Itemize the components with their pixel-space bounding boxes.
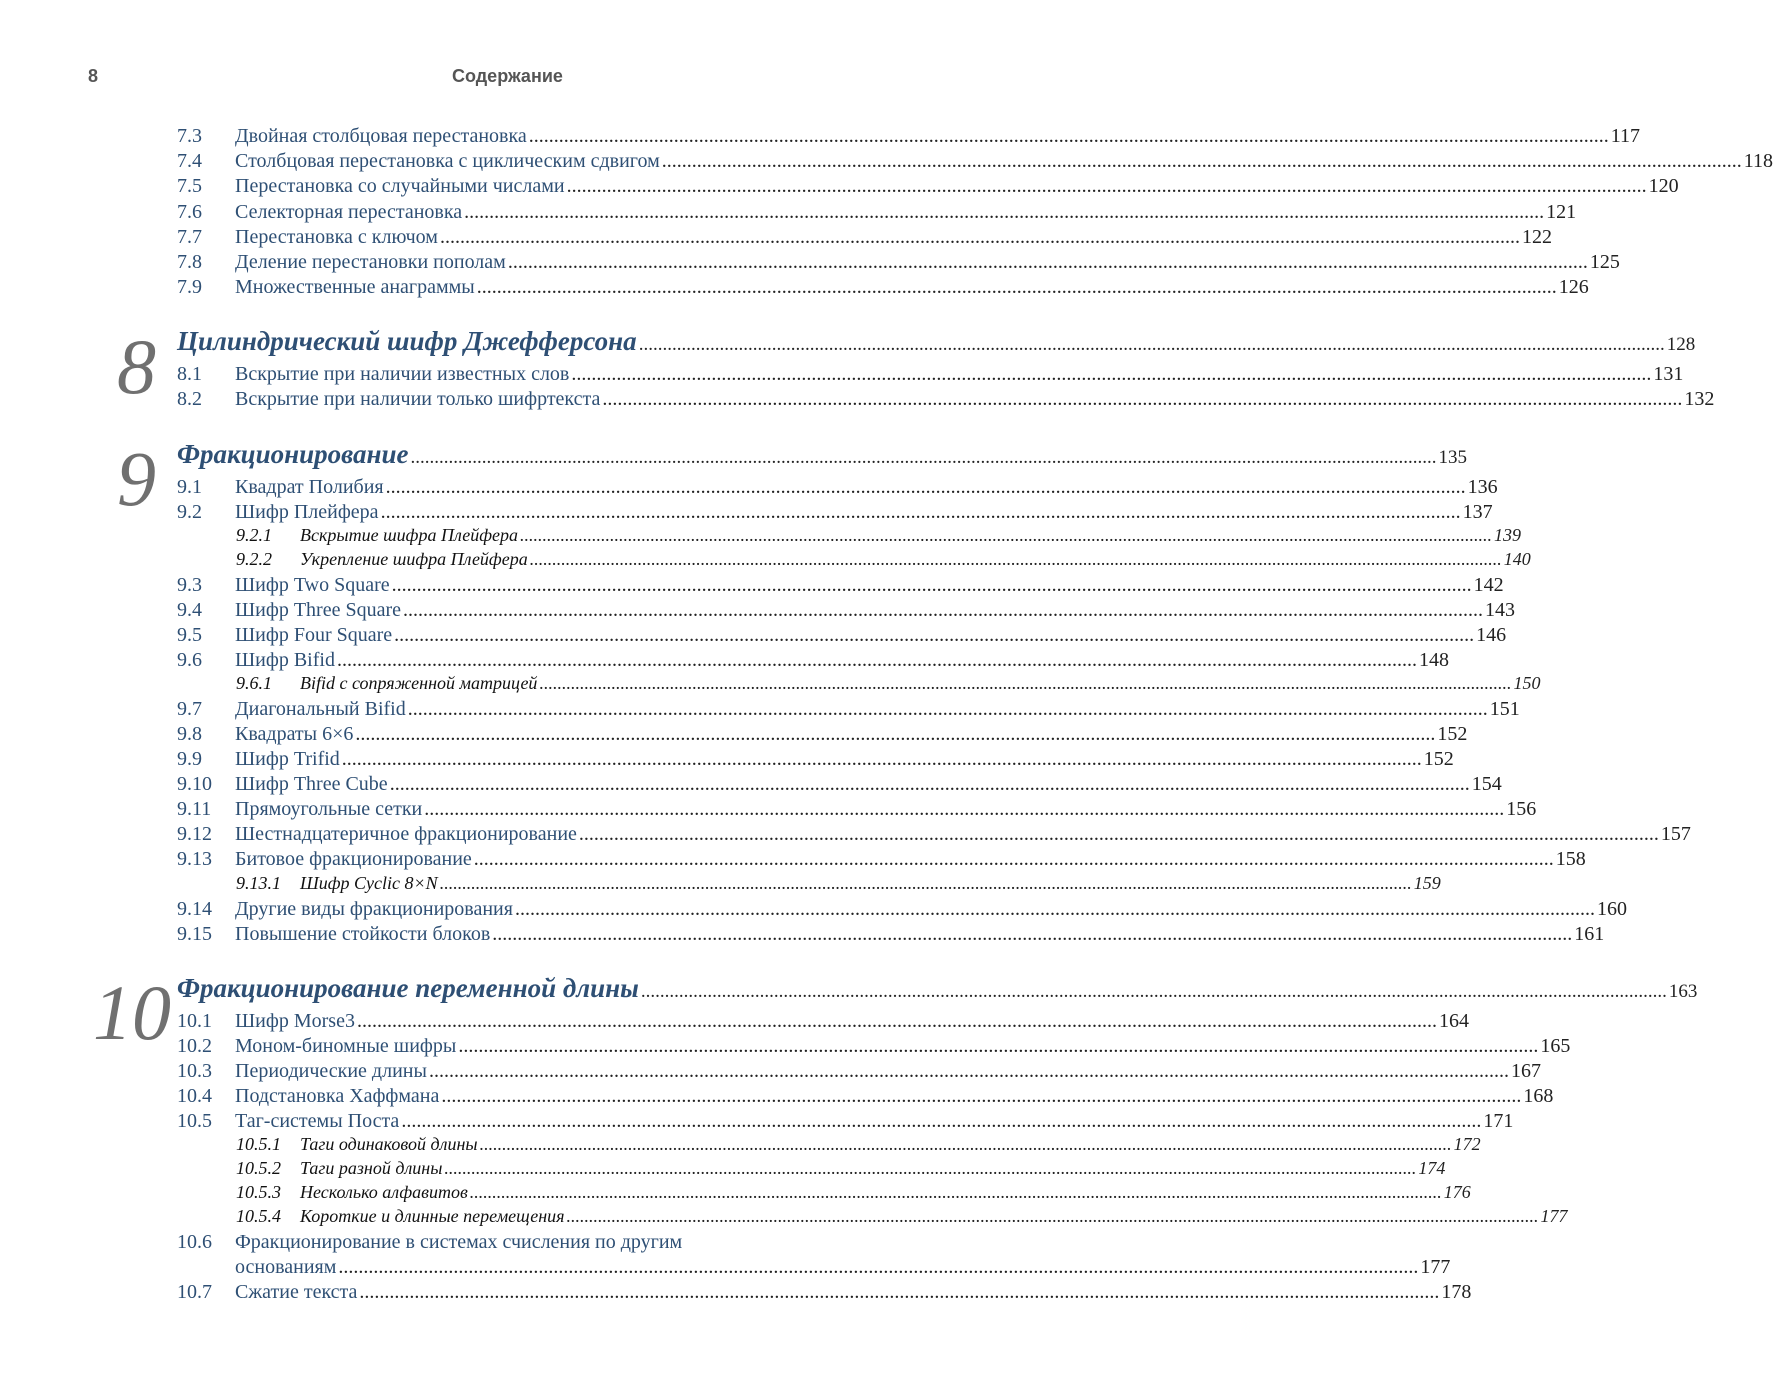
- leader-dots: [477, 276, 1557, 299]
- leader-dots: [579, 823, 1659, 846]
- entry-page: 117: [1610, 125, 1641, 147]
- leader-dots: [539, 673, 1511, 694]
- entry-title: Укрепление шифра Плейфера: [300, 549, 528, 569]
- entry-page: 131: [1653, 363, 1684, 385]
- entry-page: 128: [1666, 334, 1696, 355]
- entry-title: Bifid с сопряженной матрицей: [300, 673, 538, 693]
- toc-subentry[interactable]: [236, 873, 1441, 897]
- toc-entry[interactable]: [177, 898, 1627, 922]
- entry-title: Вскрытие при наличии известных слов: [235, 363, 570, 385]
- entry-number: 7.9: [177, 276, 202, 298]
- entry-page: 118: [1743, 150, 1773, 172]
- toc-subentry[interactable]: [236, 549, 1531, 573]
- entry-number: 9.5: [177, 624, 202, 646]
- entry-page: 178: [1441, 1281, 1472, 1303]
- entry-page: 135: [1438, 447, 1468, 468]
- toc-entry[interactable]: [177, 125, 1641, 149]
- entry-title: Вскрытие при наличии только шифртекста: [235, 388, 601, 410]
- entry-number: 9.13: [177, 848, 212, 870]
- entry-page: 146: [1476, 624, 1507, 646]
- page-number: 8: [88, 66, 99, 86]
- leader-dots: [381, 501, 1461, 524]
- leader-dots: [515, 898, 1595, 921]
- entry-page: 160: [1596, 898, 1627, 920]
- entry-title: Сжатие текста: [235, 1281, 358, 1303]
- toc-entry[interactable]: [177, 574, 1504, 598]
- toc-entry[interactable]: [177, 1010, 1469, 1034]
- toc-chapter-entry[interactable]: [177, 326, 1696, 358]
- entry-page: 136: [1467, 476, 1498, 498]
- toc-chapter-entry[interactable]: [177, 973, 1698, 1005]
- entry-title: Подстановка Хаффмана: [235, 1085, 440, 1107]
- entry-title: Шифр Trifid: [235, 748, 340, 770]
- leader-dots: [357, 1010, 1437, 1033]
- entry-page: 167: [1510, 1060, 1541, 1082]
- entry-number: 7.7: [177, 226, 202, 248]
- leader-dots: [458, 1035, 1538, 1058]
- leader-dots: [429, 1060, 1509, 1083]
- entry-page: 164: [1438, 1010, 1469, 1032]
- toc-subentry[interactable]: [236, 673, 1541, 697]
- chapter-title: Фракционирование: [177, 439, 409, 469]
- chapter-digit: 8: [117, 323, 156, 410]
- page-header: [0, 66, 974, 96]
- entry-page: 150: [1513, 673, 1541, 693]
- entry-number: 9.9: [177, 748, 202, 770]
- entry-title: Моном-биномные шифры: [235, 1035, 457, 1057]
- toc-entry[interactable]: [177, 723, 1468, 747]
- chapter-title: Фракционирование переменной длины: [177, 973, 639, 1003]
- entry-page: 132: [1684, 388, 1715, 410]
- entry-title: Квадрат Полибия: [235, 476, 384, 498]
- entry-page: 139: [1494, 525, 1522, 545]
- entry-title: Диагональный Bifid: [235, 698, 406, 720]
- entry-number: 9.2.1: [236, 525, 272, 545]
- toc-subentry[interactable]: [236, 1182, 1471, 1206]
- toc-entry[interactable]: [177, 1281, 1472, 1305]
- toc-entry[interactable]: [177, 649, 1449, 673]
- entry-page: 122: [1521, 226, 1552, 248]
- entry-title: Прямоугольные сетки: [235, 798, 423, 820]
- entry-number: 10.5: [177, 1110, 212, 1132]
- entry-page: 168: [1523, 1085, 1554, 1107]
- entry-title: Перестановка со случайными числами: [235, 175, 565, 197]
- entry-page: 157: [1660, 823, 1691, 845]
- entry-number: 10.5.2: [236, 1158, 281, 1178]
- entry-title: Двойная столбцовая перестановка: [235, 125, 527, 147]
- leader-dots: [444, 1158, 1416, 1179]
- entry-number: 9.14: [177, 898, 212, 920]
- leader-dots: [440, 873, 1412, 894]
- toc-entry[interactable]: [177, 1035, 1571, 1059]
- toc-entry[interactable]: [177, 624, 1507, 648]
- entry-title: Перестановка с ключом: [235, 226, 438, 248]
- entry-number: 9.2.2: [236, 549, 272, 569]
- entry-page: 171: [1483, 1110, 1514, 1132]
- entry-number: 9.7: [177, 698, 202, 720]
- entry-number: 9.3: [177, 574, 202, 596]
- entry-number: 9.6: [177, 649, 202, 671]
- entry-page: 148: [1418, 649, 1449, 671]
- leader-dots: [470, 1182, 1442, 1203]
- entry-title: Деление перестановки пополам: [235, 251, 506, 273]
- entry-title: основаниям: [235, 1256, 337, 1278]
- entry-page: 163: [1668, 981, 1698, 1002]
- entry-number: 10.6: [177, 1231, 212, 1253]
- entry-page: 151: [1489, 698, 1520, 720]
- toc-entry[interactable]: [177, 798, 1537, 822]
- toc-entry[interactable]: [177, 388, 1715, 412]
- leader-dots: [639, 334, 1665, 356]
- leader-dots: [492, 923, 1572, 946]
- chapter-title: Цилиндрический шифр Джефферсона: [177, 326, 637, 356]
- entry-number: 9.12: [177, 823, 212, 845]
- entry-number: 10.3: [177, 1060, 212, 1082]
- leader-dots: [530, 549, 1502, 570]
- entry-title: Битовое фракционирование: [235, 848, 472, 870]
- entry-number: 9.2: [177, 501, 202, 523]
- leader-dots: [662, 150, 1742, 173]
- leader-dots: [386, 476, 1466, 499]
- toc-subentry[interactable]: [236, 1134, 1481, 1158]
- leader-dots: [342, 748, 1422, 771]
- entry-title: Фракционирование в системах счисления по другим: [235, 1231, 683, 1253]
- toc-entry[interactable]: [177, 848, 1586, 872]
- toc-entry[interactable]: [177, 175, 1679, 199]
- entry-title: Несколько алфавитов: [300, 1182, 468, 1202]
- leader-dots: [464, 201, 1544, 224]
- entry-title: Множественные анаграммы: [235, 276, 475, 298]
- leader-dots: [359, 1281, 1439, 1304]
- toc-entry[interactable]: [177, 923, 1605, 947]
- entry-number: 10.1: [177, 1010, 212, 1032]
- entry-title: Селекторная перестановка: [235, 201, 463, 223]
- entry-number: 9.4: [177, 599, 202, 621]
- entry-number: 7.4: [177, 150, 202, 172]
- entry-page: 152: [1437, 723, 1468, 745]
- entry-page: 137: [1462, 501, 1493, 523]
- entry-number: 10.4: [177, 1085, 212, 1107]
- entry-number: 7.6: [177, 201, 202, 223]
- toc-entry[interactable]: [177, 599, 1516, 623]
- leader-dots: [411, 447, 1437, 469]
- entry-page: 176: [1443, 1182, 1471, 1202]
- entry-page: 121: [1546, 201, 1577, 223]
- leader-dots: [641, 981, 1667, 1003]
- entry-page: 177: [1540, 1206, 1568, 1226]
- entry-number: 8.2: [177, 388, 202, 410]
- entry-title: Шифр Bifid: [235, 649, 335, 671]
- entry-title: Шифр Two Square: [235, 574, 390, 596]
- entry-title: Повышение стойкости блоков: [235, 923, 491, 945]
- entry-page: 159: [1413, 873, 1441, 893]
- leader-dots: [571, 363, 1651, 386]
- running-head: Содержание: [452, 66, 563, 86]
- toc-entry[interactable]: [177, 1110, 1514, 1134]
- leader-dots: [520, 525, 1492, 546]
- entry-page: 174: [1418, 1158, 1446, 1178]
- toc-entry[interactable]: [177, 150, 1773, 174]
- entry-page: 161: [1574, 923, 1605, 945]
- entry-page: 156: [1506, 798, 1537, 820]
- entry-title: Таг-системы Поста: [235, 1110, 400, 1132]
- chapter-digit: 9: [117, 435, 156, 522]
- toc-entry[interactable]: [177, 201, 1577, 225]
- leader-dots: [401, 1110, 1481, 1133]
- leader-dots: [408, 698, 1488, 721]
- entry-title: Шифр Three Square: [235, 599, 402, 621]
- toc-entry[interactable]: [177, 226, 1552, 250]
- leader-dots: [355, 723, 1435, 746]
- entry-number: 10.5.1: [236, 1134, 281, 1154]
- entry-number: 10.5.4: [236, 1206, 281, 1226]
- entry-page: 120: [1648, 175, 1679, 197]
- entry-title: Короткие и длинные перемещения: [300, 1206, 565, 1226]
- toc-entry[interactable]: [177, 1085, 1554, 1109]
- entry-page: 177: [1420, 1256, 1451, 1278]
- toc-entry[interactable]: [177, 1060, 1541, 1084]
- leader-dots: [567, 1206, 1539, 1227]
- entry-number: 9.15: [177, 923, 212, 945]
- entry-number: 9.6.1: [236, 673, 272, 693]
- entry-number: 10.2: [177, 1035, 212, 1057]
- entry-page: 158: [1555, 848, 1586, 870]
- toc-entry[interactable]: [177, 823, 1691, 847]
- entry-title: Шифр Плейфера: [235, 501, 379, 523]
- entry-title: Шифр Morse3: [235, 1010, 355, 1032]
- entry-title: Шифр Four Square: [235, 624, 393, 646]
- entry-number: 7.3: [177, 125, 202, 147]
- leader-dots: [440, 226, 1520, 249]
- entry-number: 7.8: [177, 251, 202, 273]
- entry-title: Шестнадцатеричное фракционирование: [235, 823, 577, 845]
- leader-dots: [424, 798, 1504, 821]
- entry-title: Квадраты 6×6: [235, 723, 354, 745]
- chapter-digit: 10: [93, 969, 171, 1056]
- entry-page: 143: [1485, 599, 1516, 621]
- leader-dots: [392, 574, 1472, 597]
- entry-page: 165: [1540, 1035, 1571, 1057]
- entry-title: Шифр Cyclic 8×N: [300, 873, 438, 893]
- entry-number: 9.1: [177, 476, 202, 498]
- entry-page: 126: [1558, 276, 1589, 298]
- leader-dots: [480, 1134, 1452, 1155]
- entry-number: 10.5.3: [236, 1182, 281, 1202]
- toc-subentry[interactable]: [236, 1206, 1568, 1230]
- entry-number: 9.11: [177, 798, 212, 820]
- entry-page: 152: [1423, 748, 1454, 770]
- leader-dots: [567, 175, 1647, 198]
- entry-number: 8.1: [177, 363, 202, 385]
- leader-dots: [602, 388, 1682, 411]
- toc-entry[interactable]: [177, 773, 1502, 797]
- leader-dots: [508, 251, 1588, 274]
- leader-dots: [390, 773, 1470, 796]
- toc-entry-continuation[interactable]: [177, 1256, 1451, 1280]
- entry-title: Шифр Three Cube: [235, 773, 388, 795]
- entry-title: Периодические длины: [235, 1060, 427, 1082]
- toc-entry[interactable]: [177, 251, 1620, 275]
- entry-number: 9.8: [177, 723, 202, 745]
- entry-title: Таги одинаковой длины: [300, 1134, 478, 1154]
- entry-page: 142: [1473, 574, 1504, 596]
- entry-title: Таги разной длины: [300, 1158, 443, 1178]
- toc-subentry[interactable]: [236, 1158, 1446, 1182]
- toc-entry[interactable]: [177, 476, 1498, 500]
- entry-number: 7.5: [177, 175, 202, 197]
- toc-subentry[interactable]: [236, 525, 1522, 549]
- entry-page: 125: [1589, 251, 1620, 273]
- entry-page: 140: [1503, 549, 1531, 569]
- leader-dots: [338, 1256, 1418, 1279]
- toc-entry[interactable]: [177, 748, 1454, 772]
- toc-entry[interactable]: [177, 363, 1684, 387]
- entry-title: Столбцовая перестановка с циклическим сдвигом: [235, 150, 660, 172]
- entry-number: 10.7: [177, 1281, 212, 1303]
- toc-chapter-entry[interactable]: [177, 439, 1468, 471]
- entry-page: 172: [1453, 1134, 1481, 1154]
- leader-dots: [403, 599, 1483, 622]
- entry-number: 9.13.1: [236, 873, 281, 893]
- toc-entry[interactable]: [177, 698, 1520, 722]
- leader-dots: [474, 848, 1554, 871]
- entry-title: Другие виды фракционирования: [235, 898, 513, 920]
- leader-dots: [337, 649, 1417, 672]
- toc-entry[interactable]: [177, 1231, 857, 1255]
- toc-entry[interactable]: [177, 276, 1589, 300]
- leader-dots: [441, 1085, 1521, 1108]
- leader-dots: [394, 624, 1474, 647]
- toc-entry[interactable]: [177, 501, 1493, 525]
- entry-title: Вскрытие шифра Плейфера: [300, 525, 519, 545]
- entry-number: 9.10: [177, 773, 212, 795]
- entry-page: 154: [1471, 773, 1502, 795]
- leader-dots: [529, 125, 1609, 148]
